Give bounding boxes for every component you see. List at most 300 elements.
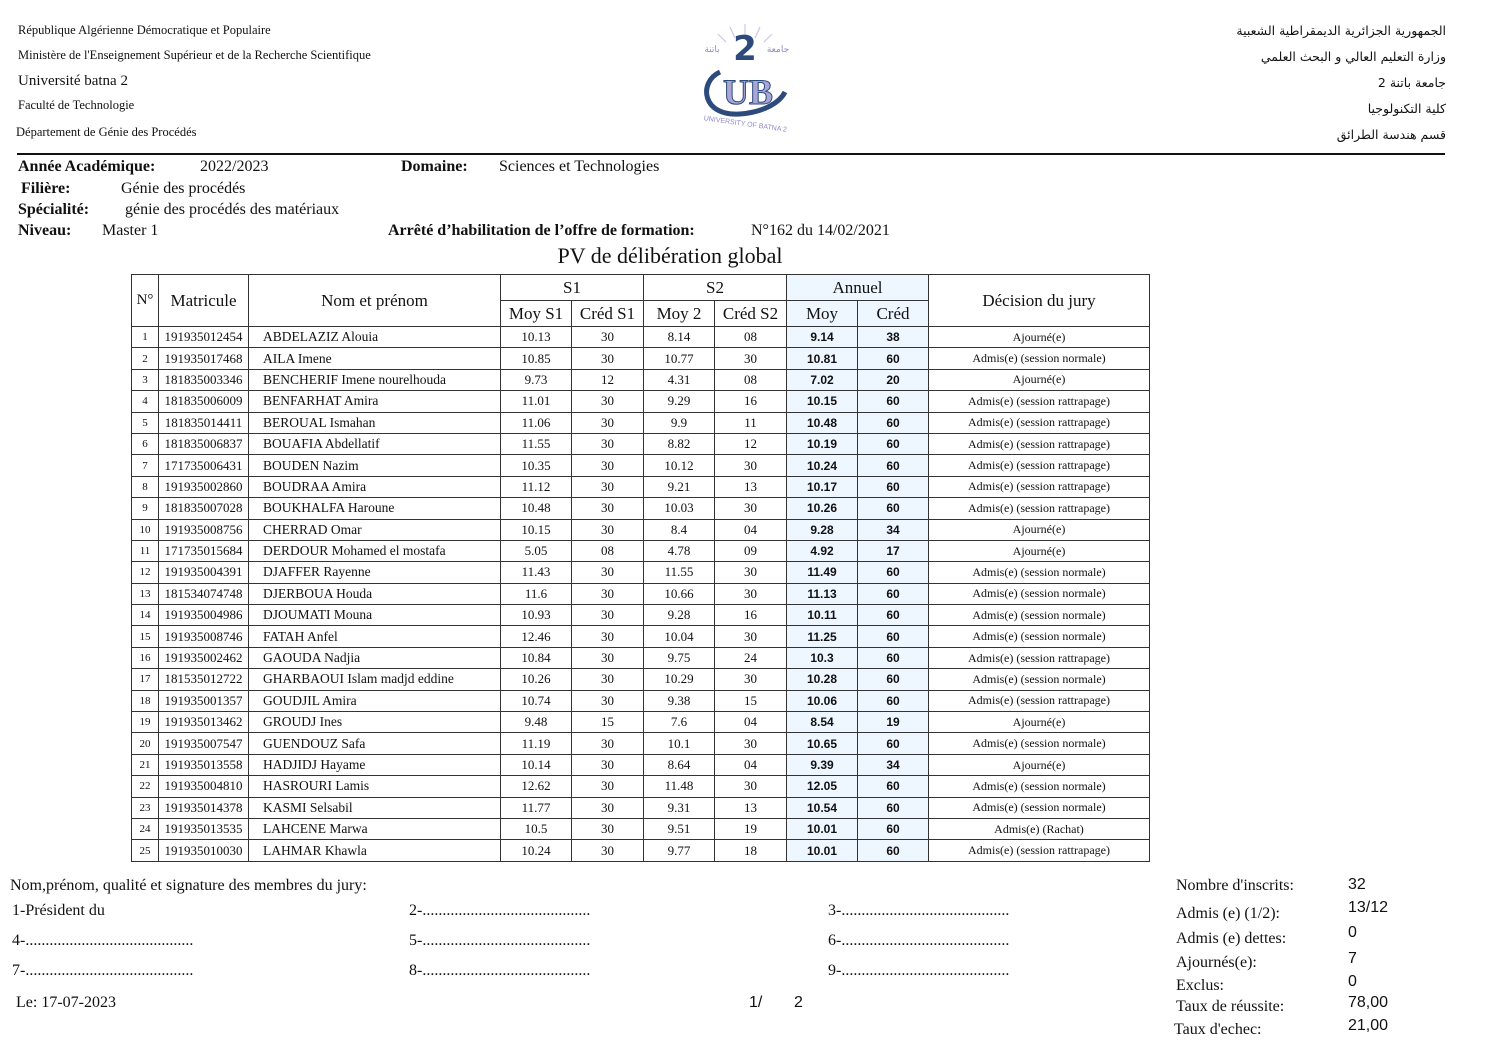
stat-label-taux-reussite: Taux de réussite:: [1176, 998, 1285, 1015]
decision-cell: Ajourné(e): [929, 519, 1150, 540]
matricule-cell: 181535012722: [159, 669, 249, 690]
moy-s1-cell: 10.5: [501, 818, 572, 839]
moy-annuel-cell: 10.65: [787, 733, 858, 754]
name-cell: BENCHERIF Imene nourelhouda: [249, 369, 501, 390]
svg-text:باتنة: باتنة: [704, 45, 720, 55]
moy-s2-cell: 9.38: [644, 690, 715, 711]
header-department: Département de Génie des Procédés: [16, 125, 197, 139]
cred-annuel-cell: 60: [858, 690, 929, 711]
row-number: 14: [132, 605, 159, 626]
name-cell: GAOUDA Nadjia: [249, 647, 501, 668]
moy-s2-cell: 9.29: [644, 391, 715, 412]
moy-s1-cell: 5.05: [501, 540, 572, 561]
moy-s2-cell: 4.78: [644, 540, 715, 561]
row-number: 10: [132, 519, 159, 540]
col-header-nom: Nom et prénom: [249, 275, 501, 327]
row-number: 22: [132, 776, 159, 797]
moy-s1-cell: 11.19: [501, 733, 572, 754]
matricule-cell: 191935013558: [159, 754, 249, 775]
jury-member-5: 5-..........................................: [409, 932, 591, 949]
moy-s1-cell: 9.48: [501, 712, 572, 733]
col-header-cred-s1: Créd S1: [572, 301, 644, 327]
header-university-ar: جامعة باتنة 2: [1377, 75, 1446, 90]
name-cell: AILA Imene: [249, 348, 501, 369]
decision-cell: Admis(e) (session rattrapage): [929, 391, 1150, 412]
decision-cell: Admis(e) (session rattrapage): [929, 433, 1150, 454]
moy-s1-cell: 11.01: [501, 391, 572, 412]
header-republic: République Algérienne Démocratique et Populaire: [18, 23, 271, 37]
filiere-value: Génie des procédés: [121, 180, 246, 197]
row-number: 17: [132, 669, 159, 690]
cred-s1-cell: 30: [572, 455, 644, 476]
deliberation-table: [131, 274, 1150, 862]
cred-s2-cell: 24: [715, 647, 787, 668]
table-row: [132, 605, 1150, 626]
cred-annuel-cell: 60: [858, 562, 929, 583]
row-number: 7: [132, 455, 159, 476]
moy-s2-cell: 10.77: [644, 348, 715, 369]
moy-s2-cell: 10.66: [644, 583, 715, 604]
jury-member-4: 4-..........................................: [12, 932, 194, 949]
name-cell: GROUDJ Ines: [249, 712, 501, 733]
matricule-cell: 181835007028: [159, 498, 249, 519]
table-row: [132, 391, 1150, 412]
cred-s2-cell: 30: [715, 776, 787, 797]
cred-s2-cell: 16: [715, 391, 787, 412]
decision-cell: Admis(e) (session normale): [929, 733, 1150, 754]
moy-annuel-cell: 10.01: [787, 818, 858, 839]
cred-s1-cell: 30: [572, 583, 644, 604]
cred-s1-cell: 30: [572, 498, 644, 519]
name-cell: HASROURI Lamis: [249, 776, 501, 797]
decision-cell: Admis(e) (session rattrapage): [929, 412, 1150, 433]
row-number: 8: [132, 476, 159, 497]
cred-s1-cell: 30: [572, 476, 644, 497]
moy-annuel-cell: 12.05: [787, 776, 858, 797]
annee-label: Année Académique:: [18, 158, 156, 175]
header-faculty-ar: كلية التكنولوجيا: [1367, 101, 1446, 116]
cred-annuel-cell: 60: [858, 776, 929, 797]
decision-cell: Ajourné(e): [929, 327, 1150, 348]
moy-s2-cell: 9.75: [644, 647, 715, 668]
decision-cell: Admis(e) (Rachat): [929, 818, 1150, 839]
row-number: 2: [132, 348, 159, 369]
row-number: 11: [132, 540, 159, 561]
moy-s2-cell: 9.77: [644, 840, 715, 861]
name-cell: GUENDOUZ Safa: [249, 733, 501, 754]
col-header-s2: S2: [644, 275, 787, 301]
moy-annuel-cell: 10.11: [787, 605, 858, 626]
matricule-cell: 181835006009: [159, 391, 249, 412]
moy-s1-cell: 11.6: [501, 583, 572, 604]
name-cell: DJAFFER Rayenne: [249, 562, 501, 583]
matricule-cell: 171735006431: [159, 455, 249, 476]
row-number: 16: [132, 647, 159, 668]
matricule-cell: 181835003346: [159, 369, 249, 390]
moy-s1-cell: 11.77: [501, 797, 572, 818]
moy-s1-cell: 10.14: [501, 754, 572, 775]
jury-member-3: 3-..........................................: [828, 902, 1010, 919]
page-number-total: 2: [794, 994, 803, 1011]
header-divider: [17, 153, 1445, 155]
niveau-value: Master 1: [102, 222, 159, 239]
table-row: [132, 712, 1150, 733]
table-row: [132, 818, 1150, 839]
col-header-moy: Moy: [787, 301, 858, 327]
name-cell: BENFARHAT Amira: [249, 391, 501, 412]
cred-s2-cell: 08: [715, 327, 787, 348]
svg-text:UNIVERSITY OF BATNA 2: UNIVERSITY OF BATNA 2: [703, 115, 788, 132]
moy-s2-cell: 10.03: [644, 498, 715, 519]
cred-s2-cell: 12: [715, 433, 787, 454]
table-row: [132, 327, 1150, 348]
stat-value-inscrits: 32: [1348, 876, 1366, 893]
cred-s1-cell: 30: [572, 776, 644, 797]
decision-cell: Admis(e) (session rattrapage): [929, 840, 1150, 861]
table-row: [132, 476, 1150, 497]
cred-s2-cell: 30: [715, 455, 787, 476]
decision-cell: Ajourné(e): [929, 540, 1150, 561]
row-number: 4: [132, 391, 159, 412]
jury-member-9: 9-..........................................: [828, 962, 1010, 979]
stat-value-admis: 13/12: [1348, 899, 1389, 916]
moy-s1-cell: 10.26: [501, 669, 572, 690]
cred-s2-cell: 19: [715, 818, 787, 839]
university-logo: [690, 22, 800, 132]
row-number: 5: [132, 412, 159, 433]
cred-s1-cell: 08: [572, 540, 644, 561]
moy-s2-cell: 9.31: [644, 797, 715, 818]
jury-title: Nom,prénom, qualité et signature des membres du jury:: [10, 877, 367, 894]
col-header-num: N°: [132, 275, 159, 327]
moy-annuel-cell: 4.92: [787, 540, 858, 561]
header-department-ar: قسم هندسة الطرائق: [1336, 127, 1446, 142]
moy-s2-cell: 9.21: [644, 476, 715, 497]
cred-s1-cell: 30: [572, 733, 644, 754]
row-number: 13: [132, 583, 159, 604]
decision-cell: Admis(e) (session normale): [929, 797, 1150, 818]
cred-s2-cell: 15: [715, 690, 787, 711]
cred-annuel-cell: 17: [858, 540, 929, 561]
decision-cell: Ajourné(e): [929, 712, 1150, 733]
table-row: [132, 647, 1150, 668]
cred-annuel-cell: 60: [858, 626, 929, 647]
moy-s1-cell: 10.13: [501, 327, 572, 348]
moy-s2-cell: 8.82: [644, 433, 715, 454]
header-republic-ar: الجمهورية الجزائرية الديمقراطية الشعبية: [1236, 23, 1446, 38]
cred-annuel-cell: 60: [858, 669, 929, 690]
decision-cell: Admis(e) (session normale): [929, 562, 1150, 583]
moy-annuel-cell: 10.28: [787, 669, 858, 690]
name-cell: DERDOUR Mohamed el mostafa: [249, 540, 501, 561]
cred-annuel-cell: 60: [858, 733, 929, 754]
name-cell: DJERBOUA Houda: [249, 583, 501, 604]
stat-value-ajournes: 7: [1348, 950, 1357, 967]
decision-cell: Admis(e) (session rattrapage): [929, 690, 1150, 711]
moy-s2-cell: 9.9: [644, 412, 715, 433]
moy-s2-cell: 9.51: [644, 818, 715, 839]
moy-annuel-cell: 10.54: [787, 797, 858, 818]
matricule-cell: 191935012454: [159, 327, 249, 348]
cred-annuel-cell: 60: [858, 498, 929, 519]
name-cell: BOUAFIA Abdellatif: [249, 433, 501, 454]
row-number: 15: [132, 626, 159, 647]
moy-s2-cell: 9.28: [644, 605, 715, 626]
moy-annuel-cell: 8.54: [787, 712, 858, 733]
arrete-value: N°162 du 14/02/2021: [751, 222, 890, 239]
matricule-cell: 191935002462: [159, 647, 249, 668]
cred-s2-cell: 30: [715, 498, 787, 519]
decision-cell: Admis(e) (session normale): [929, 348, 1150, 369]
name-cell: KASMI Selsabil: [249, 797, 501, 818]
matricule-cell: 171735015684: [159, 540, 249, 561]
table-row: [132, 433, 1150, 454]
cred-s2-cell: 09: [715, 540, 787, 561]
filiere-label: Filière:: [21, 180, 71, 197]
decision-cell: Admis(e) (session normale): [929, 776, 1150, 797]
svg-text:2: 2: [733, 29, 757, 69]
moy-s1-cell: 10.15: [501, 519, 572, 540]
col-header-decision: Décision du jury: [929, 275, 1150, 327]
moy-annuel-cell: 10.3: [787, 647, 858, 668]
page-title: PV de délibération global: [557, 243, 783, 268]
name-cell: GOUDJIL Amira: [249, 690, 501, 711]
row-number: 21: [132, 754, 159, 775]
name-cell: LAHMAR Khawla: [249, 840, 501, 861]
cred-s2-cell: 30: [715, 348, 787, 369]
moy-s2-cell: 10.04: [644, 626, 715, 647]
jury-member-8: 8-..........................................: [409, 962, 591, 979]
col-header-moy-s1: Moy S1: [501, 301, 572, 327]
table-row: [132, 369, 1150, 390]
cred-s1-cell: 30: [572, 818, 644, 839]
moy-s1-cell: 10.48: [501, 498, 572, 519]
table-row: [132, 797, 1150, 818]
moy-annuel-cell: 7.02: [787, 369, 858, 390]
decision-cell: Admis(e) (session rattrapage): [929, 476, 1150, 497]
cred-annuel-cell: 60: [858, 647, 929, 668]
cred-s1-cell: 30: [572, 562, 644, 583]
cred-s2-cell: 04: [715, 712, 787, 733]
decision-cell: Ajourné(e): [929, 754, 1150, 775]
moy-s1-cell: 12.62: [501, 776, 572, 797]
stat-value-admis-dettes: 0: [1348, 924, 1357, 941]
col-header-moy-s2: Moy 2: [644, 301, 715, 327]
moy-annuel-cell: 10.81: [787, 348, 858, 369]
table-row: [132, 348, 1150, 369]
stat-label-admis: Admis (e) (1/2):: [1176, 905, 1280, 922]
moy-s1-cell: 9.73: [501, 369, 572, 390]
header-ministry: Ministère de l'Enseignement Supérieur et de la Recherche Scientifique: [18, 48, 371, 62]
cred-annuel-cell: 60: [858, 391, 929, 412]
matricule-cell: 191935008756: [159, 519, 249, 540]
stat-label-ajournes: Ajournés(e):: [1176, 954, 1257, 971]
page-number-current: 1/: [749, 994, 763, 1011]
moy-s2-cell: 7.6: [644, 712, 715, 733]
cred-annuel-cell: 60: [858, 476, 929, 497]
svg-text:UB: UB: [722, 72, 774, 112]
moy-annuel-cell: 10.19: [787, 433, 858, 454]
row-number: 9: [132, 498, 159, 519]
matricule-cell: 181835006837: [159, 433, 249, 454]
table-row: [132, 519, 1150, 540]
name-cell: LAHCENE Marwa: [249, 818, 501, 839]
name-cell: CHERRAD Omar: [249, 519, 501, 540]
moy-s2-cell: 10.29: [644, 669, 715, 690]
stat-label-taux-echec: Taux d'echec:: [1174, 1021, 1262, 1038]
table-row: [132, 562, 1150, 583]
cred-annuel-cell: 38: [858, 327, 929, 348]
specialite-value: génie des procédés des matériaux: [125, 201, 340, 218]
table-row: [132, 840, 1150, 861]
cred-annuel-cell: 60: [858, 797, 929, 818]
table-row: [132, 776, 1150, 797]
matricule-cell: 181835014411: [159, 412, 249, 433]
moy-s1-cell: 11.43: [501, 562, 572, 583]
cred-annuel-cell: 60: [858, 348, 929, 369]
decision-cell: Admis(e) (session normale): [929, 583, 1150, 604]
row-number: 3: [132, 369, 159, 390]
moy-s1-cell: 11.06: [501, 412, 572, 433]
cred-s2-cell: 16: [715, 605, 787, 626]
moy-s1-cell: 10.85: [501, 348, 572, 369]
moy-s2-cell: 11.55: [644, 562, 715, 583]
matricule-cell: 191935010030: [159, 840, 249, 861]
decision-cell: Ajourné(e): [929, 369, 1150, 390]
matricule-cell: 191935004810: [159, 776, 249, 797]
table-row: [132, 669, 1150, 690]
moy-s2-cell: 10.1: [644, 733, 715, 754]
moy-s1-cell: 10.35: [501, 455, 572, 476]
name-cell: DJOUMATI Mouna: [249, 605, 501, 626]
row-number: 19: [132, 712, 159, 733]
specialite-label: Spécialité:: [18, 201, 90, 218]
cred-s1-cell: 30: [572, 412, 644, 433]
annee-value: 2022/2023: [200, 158, 269, 175]
decision-cell: Admis(e) (session normale): [929, 626, 1150, 647]
niveau-label: Niveau:: [18, 222, 72, 239]
stat-label-exclus: Exclus:: [1176, 977, 1224, 994]
row-number: 18: [132, 690, 159, 711]
col-header-matricule: Matricule: [159, 275, 249, 327]
name-cell: BEROUAL Ismahan: [249, 412, 501, 433]
stat-value-taux-echec: 21,00: [1348, 1017, 1389, 1034]
matricule-cell: 191935008746: [159, 626, 249, 647]
matricule-cell: 191935004986: [159, 605, 249, 626]
matricule-cell: 191935004391: [159, 562, 249, 583]
decision-cell: Admis(e) (session normale): [929, 605, 1150, 626]
moy-annuel-cell: 10.24: [787, 455, 858, 476]
moy-s1-cell: 10.93: [501, 605, 572, 626]
matricule-cell: 191935013462: [159, 712, 249, 733]
moy-s2-cell: 8.14: [644, 327, 715, 348]
moy-s2-cell: 8.4: [644, 519, 715, 540]
cred-s1-cell: 15: [572, 712, 644, 733]
table-row: [132, 455, 1150, 476]
moy-s1-cell: 10.84: [501, 647, 572, 668]
moy-s2-cell: 10.12: [644, 455, 715, 476]
moy-annuel-cell: 10.26: [787, 498, 858, 519]
cred-s1-cell: 30: [572, 690, 644, 711]
moy-annuel-cell: 10.17: [787, 476, 858, 497]
row-number: 25: [132, 840, 159, 861]
cred-annuel-cell: 20: [858, 369, 929, 390]
col-header-cred-s2: Créd S2: [715, 301, 787, 327]
cred-annuel-cell: 60: [858, 840, 929, 861]
moy-annuel-cell: 11.13: [787, 583, 858, 604]
cred-s1-cell: 30: [572, 669, 644, 690]
matricule-cell: 191935017468: [159, 348, 249, 369]
name-cell: GHARBAOUI Islam madjd eddine: [249, 669, 501, 690]
stat-label-admis-dettes: Admis (e) dettes:: [1176, 930, 1287, 947]
matricule-cell: 191935013535: [159, 818, 249, 839]
name-cell: BOUDRAA Amira: [249, 476, 501, 497]
table-row: [132, 583, 1150, 604]
moy-s2-cell: 4.31: [644, 369, 715, 390]
moy-annuel-cell: 9.14: [787, 327, 858, 348]
moy-annuel-cell: 10.06: [787, 690, 858, 711]
moy-s1-cell: 11.55: [501, 433, 572, 454]
cred-s1-cell: 30: [572, 605, 644, 626]
moy-annuel-cell: 10.15: [787, 391, 858, 412]
decision-cell: Admis(e) (session rattrapage): [929, 455, 1150, 476]
name-cell: FATAH Anfel: [249, 626, 501, 647]
cred-s2-cell: 11: [715, 412, 787, 433]
stat-label-inscrits: Nombre d'inscrits:: [1176, 877, 1294, 894]
cred-s2-cell: 13: [715, 476, 787, 497]
table-row: [132, 498, 1150, 519]
cred-s2-cell: 30: [715, 733, 787, 754]
row-number: 20: [132, 733, 159, 754]
cred-s1-cell: 30: [572, 391, 644, 412]
col-header-annuel: Annuel: [787, 275, 929, 301]
cred-annuel-cell: 60: [858, 455, 929, 476]
table-row: [132, 733, 1150, 754]
cred-s1-cell: 30: [572, 433, 644, 454]
cred-s2-cell: 30: [715, 562, 787, 583]
row-number: 6: [132, 433, 159, 454]
row-number: 23: [132, 797, 159, 818]
header-university: Université batna 2: [18, 73, 128, 89]
cred-s2-cell: 08: [715, 369, 787, 390]
cred-annuel-cell: 60: [858, 583, 929, 604]
jury-member-6: 6-..........................................: [828, 932, 1010, 949]
cred-s2-cell: 30: [715, 583, 787, 604]
jury-member-1: 1-Président du: [12, 902, 105, 919]
table-row: [132, 412, 1150, 433]
jury-member-2: 2-..........................................: [409, 902, 591, 919]
col-header-s1: S1: [501, 275, 644, 301]
domaine-label: Domaine:: [401, 158, 468, 175]
moy-annuel-cell: 9.39: [787, 754, 858, 775]
name-cell: HADJIDJ Hayame: [249, 754, 501, 775]
cred-annuel-cell: 60: [858, 412, 929, 433]
cred-annuel-cell: 19: [858, 712, 929, 733]
row-number: 24: [132, 818, 159, 839]
cred-s1-cell: 30: [572, 647, 644, 668]
svg-text:جامعة: جامعة: [766, 45, 790, 55]
cred-s1-cell: 30: [572, 519, 644, 540]
table-row: [132, 540, 1150, 561]
cred-s1-cell: 30: [572, 840, 644, 861]
row-number: 12: [132, 562, 159, 583]
moy-s1-cell: 12.46: [501, 626, 572, 647]
table-row: [132, 690, 1150, 711]
moy-annuel-cell: 11.49: [787, 562, 858, 583]
cred-s2-cell: 13: [715, 797, 787, 818]
decision-cell: Admis(e) (session rattrapage): [929, 647, 1150, 668]
cred-annuel-cell: 60: [858, 605, 929, 626]
